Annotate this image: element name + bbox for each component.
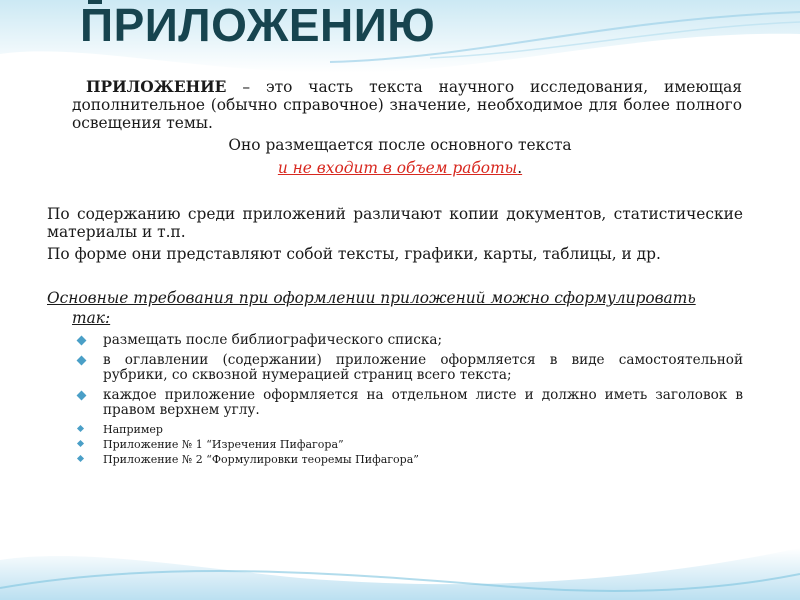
diamond-bullet-icon — [77, 336, 87, 346]
diamond-bullet-icon — [77, 439, 84, 446]
placement-line: Оно размещается после основного текста — [228, 136, 572, 154]
diamond-bullet-icon — [77, 424, 84, 431]
list-item: в оглавлении (содержании) приложение оформляется в виде самостоятельной рубрики, со сквозной нумерацией страниц всего текста; — [76, 353, 743, 384]
diamond-bullet-icon — [77, 390, 87, 400]
intro-paragraph — [72, 78, 742, 132]
diamond-bullet-icon — [77, 454, 84, 461]
list-item: Приложение № 1 “Изречения Пифагора” — [76, 438, 743, 451]
intro-definition: – это часть текста научного исследования, имеющая дополнительное (обычно справочное) значение, необходимое для более полного освещения темы. — [72, 78, 742, 132]
requirements-heading-line2: так: — [72, 309, 111, 327]
form-types-paragraph: По форме они представляют собой тексты, графики, карты, таблицы, и др. — [47, 245, 661, 263]
list-item: каждое приложение оформляется на отдельном листе и должно иметь заголовок в правом верхнем углу. — [76, 388, 743, 419]
list-item: размещать после библиографического списка; — [76, 333, 743, 349]
list-item: Например — [76, 423, 743, 436]
requirements-heading-line1: Основные требования при оформлении приложений можно сформулировать — [47, 289, 696, 307]
list-item: Приложение № 2 “Формулировки теоремы Пифагора” — [76, 453, 743, 466]
diamond-bullet-icon — [77, 355, 87, 365]
slide-title: ПРИЛОЖЕНИЮ — [80, 0, 436, 51]
not-counted-period: . — [517, 159, 523, 177]
not-counted-line — [0, 159, 800, 177]
not-counted-text: и не входит в объем работы — [277, 159, 518, 177]
intro-term: ПРИЛОЖЕНИЕ — [86, 78, 227, 96]
content-types-paragraph: По содержанию среди приложений различают копии документов, статистические материалы и т.п. — [47, 205, 743, 241]
requirements-list — [76, 333, 743, 468]
